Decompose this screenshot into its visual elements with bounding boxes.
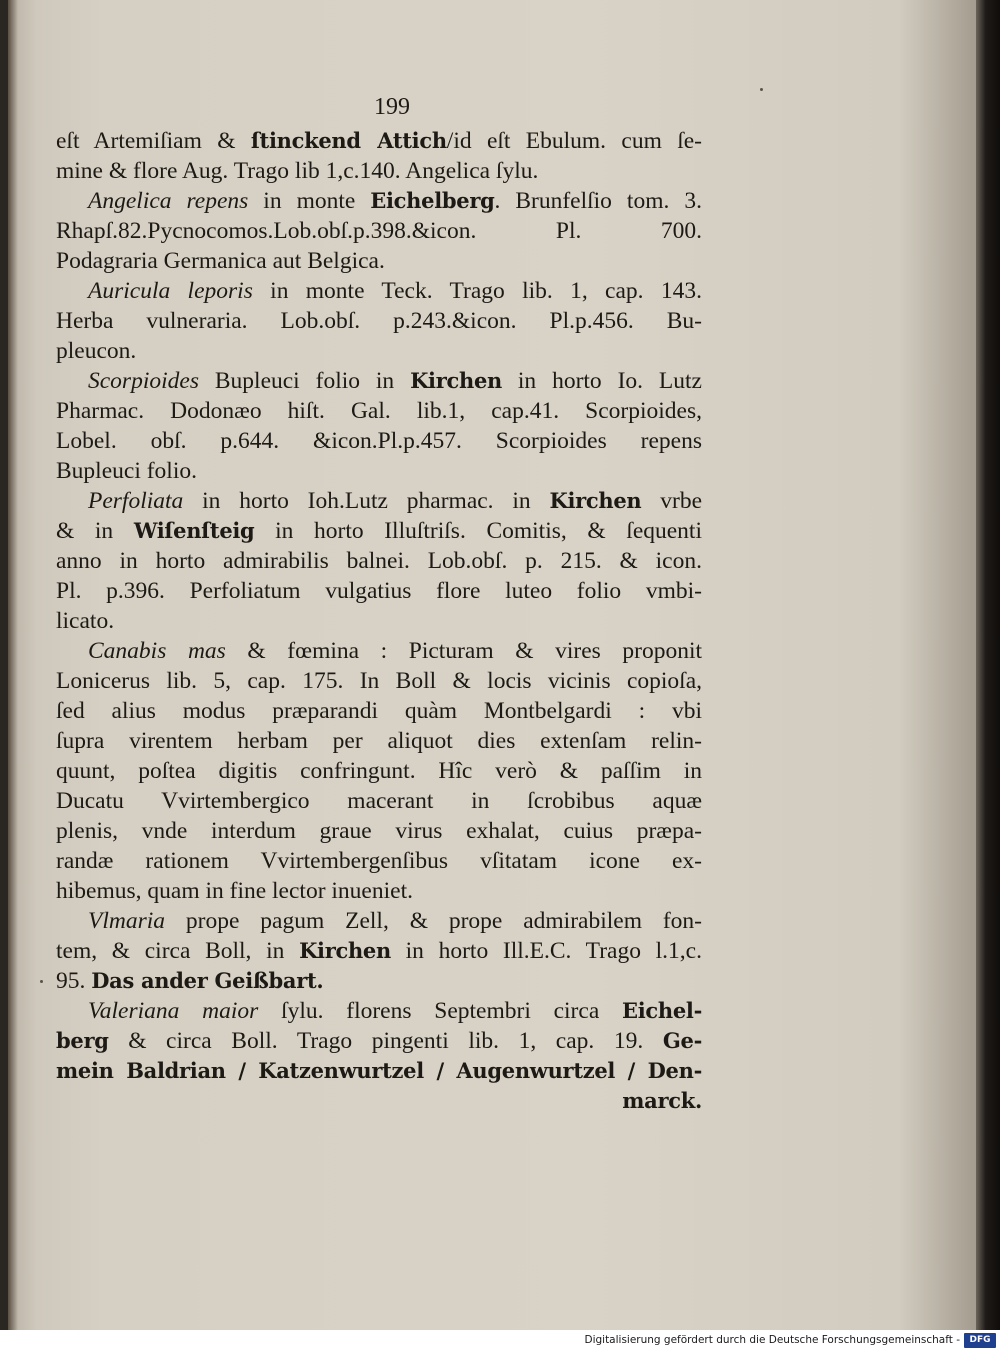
text-run: ſed alius modus præparandi quàm Montbelgardi : vbi xyxy=(56,698,702,724)
text-run: plenis, vnde interdum graue virus exhalat, cuius præpa- xyxy=(56,818,702,844)
text-line xyxy=(56,936,702,966)
text-line xyxy=(56,126,702,156)
text-run: quunt, poſtea digitis confringunt. Hîc verò & paſſim in xyxy=(56,758,702,784)
text-line xyxy=(56,756,702,786)
text-line xyxy=(56,486,702,516)
text-line xyxy=(56,666,702,696)
text-line xyxy=(56,786,702,816)
text-run: vrbe xyxy=(641,488,702,514)
text-run: ſupra virentem herbam per aliquot dies extenſam relin- xyxy=(56,728,702,754)
text-line xyxy=(56,366,702,396)
text-run: Ducatu Vvirtembergico macerant in ſcrobibus aquæ xyxy=(56,788,702,814)
text-line xyxy=(56,696,702,726)
text-line xyxy=(56,996,702,1026)
text-run: Lonicerus lib. 5, cap. 175. In Boll & locis vicinis copioſa, xyxy=(56,668,702,694)
text-lines xyxy=(56,126,702,1116)
german-term: berg xyxy=(56,1028,109,1053)
text-run: in monte xyxy=(248,188,371,214)
text-line xyxy=(56,246,702,276)
text-line xyxy=(56,546,702,576)
text-line xyxy=(56,396,702,426)
paper-speck xyxy=(40,980,43,983)
text-line xyxy=(56,516,702,546)
text-run: anno in horto admirabilis balnei. Lob.obſ. p. 215. & icon. xyxy=(56,548,702,574)
text-run: prope pagum Zell, & prope admirabilem fon- xyxy=(165,908,702,934)
text-line xyxy=(56,846,702,876)
text-line xyxy=(56,156,702,186)
page-number: 199 xyxy=(374,94,410,120)
text-line xyxy=(56,816,702,846)
text-run: & circa Boll. Trago pingenti lib. 1, cap. 19. xyxy=(108,1028,663,1054)
text-run: Lobel. obſ. p.644. &icon.Pl.p.457. Scorpioides repens xyxy=(56,428,702,454)
text-run: in horto Io. Lutz xyxy=(501,368,702,394)
text-line xyxy=(56,726,702,756)
plant-name: Valeriana maior xyxy=(88,998,259,1024)
text-line xyxy=(56,1056,702,1086)
text-line xyxy=(56,216,702,246)
text-run: Rhapſ.82.Pycnocomos.Lob.obſ.p.398.&icon. Pl. 700. xyxy=(56,218,702,244)
text-line xyxy=(56,306,702,336)
footer-bar xyxy=(0,1330,1000,1353)
text-run: randæ rationem Vvirtembergenſibus vſitatam icone ex- xyxy=(56,848,702,874)
german-term: Kirchen xyxy=(299,938,391,963)
german-term: Ge- xyxy=(662,1028,702,1053)
binding-shadow xyxy=(8,0,18,1330)
text-run: tem, & circa Boll, in xyxy=(56,938,300,964)
text-run: ſylu. florens Septembri circa xyxy=(258,998,623,1024)
text-line xyxy=(56,636,702,666)
german-term: mein Baldrian / Katzenwurtzel / Augenwurtzel / Den- xyxy=(56,1058,702,1083)
text-line xyxy=(56,966,702,996)
text-run: pleucon. xyxy=(56,338,137,364)
text-line xyxy=(56,426,702,456)
plant-name: Canabis mas xyxy=(88,638,226,664)
text-run: in horto Ioh.Lutz pharmac. in xyxy=(183,488,550,514)
german-term: Kirchen xyxy=(410,368,502,393)
text-run: hibemus, quam in fine lector inueniet. xyxy=(56,878,413,904)
text-run: mine & flore Aug. Trago lib 1,c.140. Angelica ſylu. xyxy=(56,158,539,184)
text-run: eſt Artemiſiam & xyxy=(56,128,251,154)
text-line xyxy=(56,876,702,906)
text-line xyxy=(56,276,702,306)
page-edge xyxy=(976,0,1000,1330)
text-line xyxy=(56,1026,702,1056)
page-text xyxy=(56,88,702,1116)
text-run: Podagraria Germanica aut Belgica. xyxy=(56,248,385,274)
german-term: Wiſenſteig xyxy=(133,518,255,543)
text-run: & fœmina : Picturam & vires proponit xyxy=(225,638,702,664)
german-term: Das ander Geißbart. xyxy=(91,968,324,993)
plant-name: Perfoliata xyxy=(88,488,184,514)
text-line xyxy=(56,576,702,606)
german-term: marck. xyxy=(622,1088,702,1113)
text-run: licato. xyxy=(56,608,115,634)
text-line xyxy=(56,336,702,366)
text-run: in horto Ill.E.C. Trago l.1,c. xyxy=(390,938,702,964)
dfg-logo[interactable]: DFG xyxy=(964,1333,996,1348)
plant-name: Auricula leporis xyxy=(88,278,253,304)
text-run: /id eſt Ebulum. cum ſe- xyxy=(446,128,702,154)
text-run: & in xyxy=(56,518,134,544)
text-run: 95. xyxy=(56,968,92,994)
text-line xyxy=(56,456,702,486)
text-line xyxy=(56,186,702,216)
german-term: Kirchen xyxy=(549,488,642,513)
plant-name: Vlmaria xyxy=(88,908,166,934)
paper-speck xyxy=(760,88,763,91)
text-run: in monte Teck. Trago lib. 1, cap. 143. xyxy=(252,278,702,304)
german-term: ſtinckend Attich xyxy=(250,128,447,153)
text-run: in horto Illuſtriſs. Comitis, & ſequenti xyxy=(254,518,702,544)
text-line xyxy=(56,1086,702,1116)
text-run: Pharmac. Dodonæo hiſt. Gal. lib.1, cap.41. Scorpioides, xyxy=(56,398,702,424)
text-line xyxy=(56,906,702,936)
text-run: Pl. p.396. Perfoliatum vulgatius flore luteo folio vmbi- xyxy=(56,578,702,604)
funding-note: Digitalisierung gefördert durch die Deutsche Forschungsgemeinschaft - xyxy=(584,1334,960,1346)
text-line xyxy=(56,606,702,636)
text-run: Bupleuci folio. xyxy=(56,458,197,484)
german-term: Eichelberg xyxy=(370,188,495,213)
text-run: Herba vulneraria. Lob.obſ. p.243.&icon. Pl.p.456. Bu- xyxy=(56,308,702,334)
plant-name: Angelica repens xyxy=(88,188,249,214)
text-run: . Brunfelſio tom. 3. xyxy=(494,188,702,214)
german-term: Eichel- xyxy=(622,998,703,1023)
text-run: Bupleuci folio in xyxy=(198,368,411,394)
plant-name: Scorpioides xyxy=(88,368,199,394)
